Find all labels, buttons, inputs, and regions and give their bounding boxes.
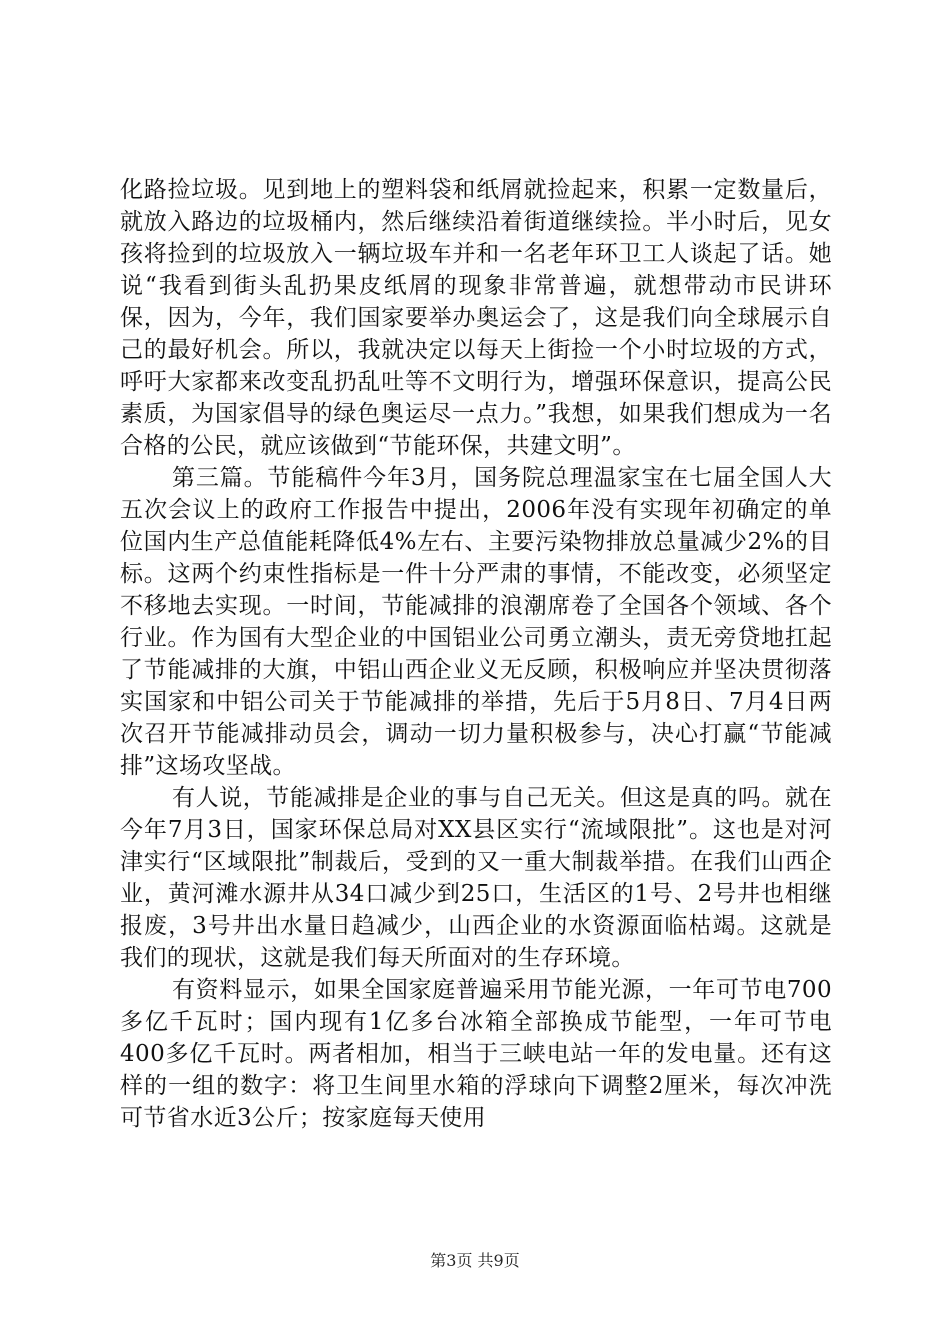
- paragraph-energy-data: 有资料显示，如果全国家庭普遍采用节能光源，一年可节电700多亿千瓦时；国内现有1亿多台冰箱全部换成节能型，一年可节电400多亿千瓦时。两者相加，相当于三峡电站一年的发电量。还有这样的一组的数字：将卫生间里水箱的浮球向下调整2厘米，每次冲洗可节省水近3公斤；按家庭每天使用: [120, 977, 832, 1131]
- paragraph-part-three: 第三篇。节能稿件今年3月，国务院总理温家宝在七届全国人大五次会议上的政府工作报告中提出，2006年没有实现年初确定的单位国内生产总值能耗降低4%左右、主要污染物排放总量减少2%的目标。这两个约束性指标是一件十分严肃的事情，不能改变，必须坚定不移地去实现。一时间，节能减排的浪潮席卷了全国各个领域、各个行业。作为国有大型企业的中国铝业公司勇立潮头，责无旁贷地扛起了节能减排的大旗，中铝山西企业义无反顾，积极响应并坚决贯彻落实国家和中铝公司关于节能减排的举措，先后于5月8日、7月4日两次召开节能减排动员会，调动一切力量积极参与，决心打赢“节能减排”这场攻坚战。: [120, 465, 832, 779]
- paragraph-continuation: 化路捡垃圾。见到地上的塑料袋和纸屑就捡起来，积累一定数量后，就放入路边的垃圾桶内，然后继续沿着街道继续捡。半小时后，见女孩将捡到的垃圾放入一辆垃圾车并和一名老年环卫工人谈起了话。她说“我看到街头乱扔果皮纸屑的现象非常普遍，就想带动市民讲环保，因为，今年，我们国家要举办奥运会了，这是我们向全球展示自己的最好机会。所以，我就决定以每天上街捡一个小时垃圾的方式，呼吁大家都来改变乱扔乱吐等不文明行为，增强环保意识，提高公民素质，为国家倡导的绿色奥运尽一点力。”我想，如果我们想成为一名合格的公民，就应该做到“节能环保，共建文明”。: [120, 177, 832, 459]
- paragraph-water-resources: 有人说，节能减排是企业的事与自己无关。但这是真的吗。就在今年7月3日，国家环保总局对XX县区实行“流域限批”。这也是对河津实行“区域限批”制裁后，受到的又一重大制裁举措。在我们山西企业，黄河滩水源井从34口减少到25口，生活区的1号、2号井也相继报废，3号井出水量日趋减少，山西企业的水资源面临枯竭。这就是我们的现状，这就是我们每天所面对的生存环境。: [120, 785, 832, 971]
- page-footer: 第3页 共9页: [430, 1251, 520, 1270]
- document-body: [120, 174, 832, 1134]
